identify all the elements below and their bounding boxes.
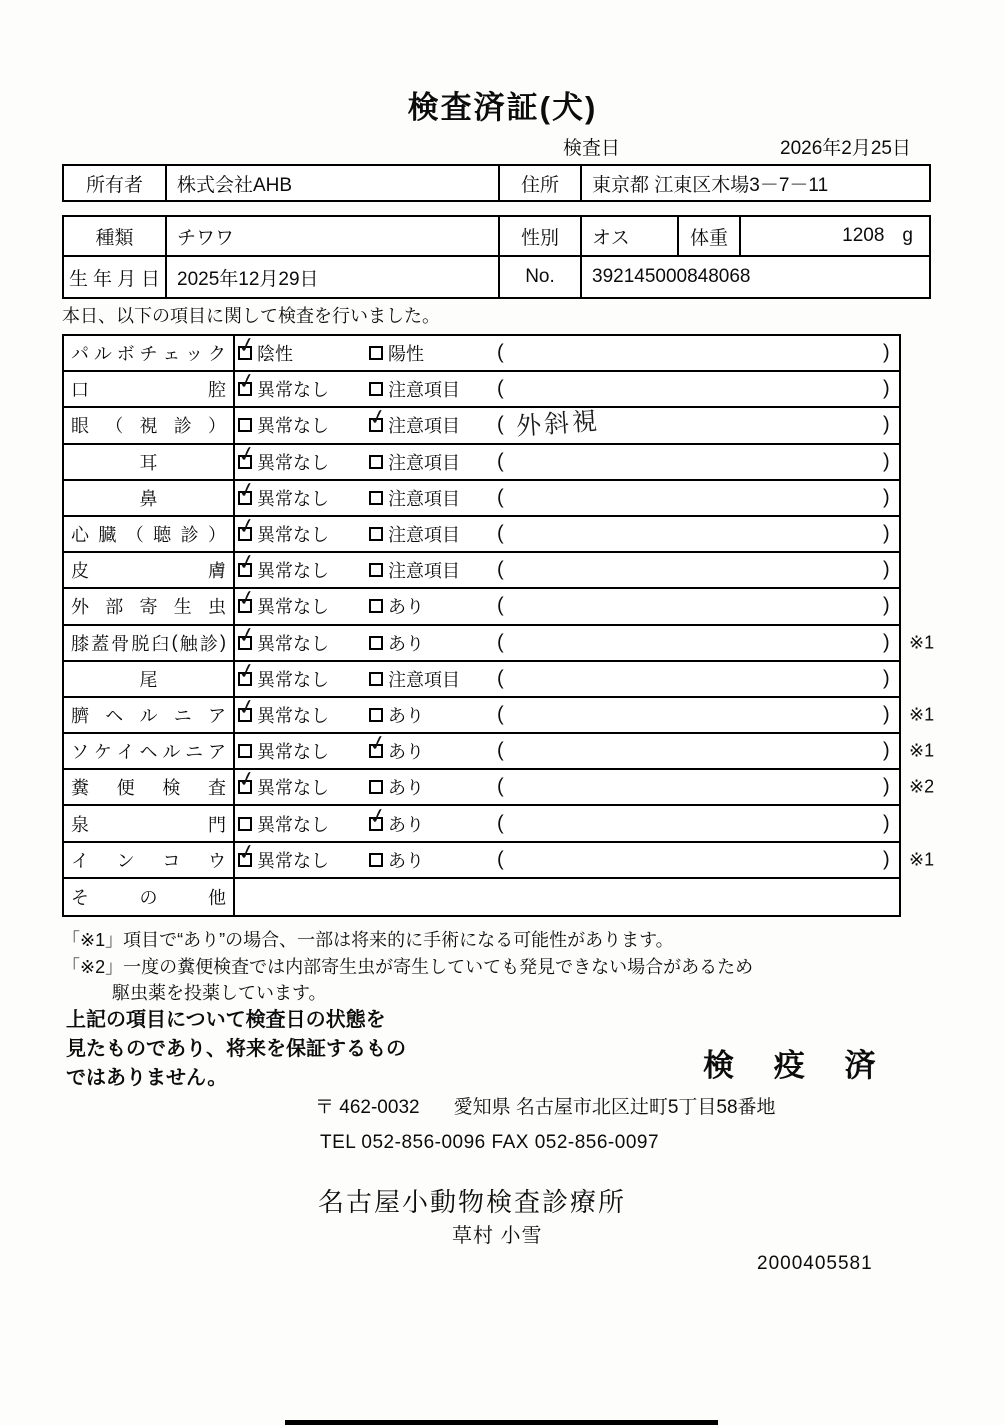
inspection-date-label: 検査日 xyxy=(563,138,621,159)
inspection-row xyxy=(64,441,899,481)
weight-unit: g xyxy=(902,225,913,246)
option1-group xyxy=(235,766,329,804)
option2-group xyxy=(369,517,460,551)
weight-cell xyxy=(741,217,929,255)
inspection-item-name: 泉 門 xyxy=(64,806,235,840)
weight-value: 1208 xyxy=(842,225,885,246)
tel-fax-line: TEL 052-856-0096 FAX 052-856-0097 xyxy=(320,1132,660,1153)
inspection-row xyxy=(64,368,899,408)
note-paren-open: ( xyxy=(497,558,504,581)
inspection-item-name: 尾 xyxy=(64,662,235,696)
option1-label: 異常なし xyxy=(257,452,329,473)
option2-label: あり xyxy=(388,850,424,871)
sex-label: 性別 xyxy=(500,217,582,255)
note-paren-close: ) xyxy=(883,486,890,509)
clinic-address-line xyxy=(315,1092,776,1119)
footnote-mark: ※1 xyxy=(909,704,935,725)
inspection-row xyxy=(64,766,935,806)
note-paren-open: ( xyxy=(497,703,504,726)
option2-group xyxy=(369,372,460,406)
note-paren-open: ( xyxy=(497,667,504,690)
option2-checkbox xyxy=(369,599,383,613)
option2-group xyxy=(369,481,460,515)
inspection-item-name: 皮 膚 xyxy=(64,553,235,587)
option1-group xyxy=(235,477,329,515)
option1-checkbox xyxy=(235,658,258,686)
inspection-item-name: イ ン コ ウ xyxy=(64,843,235,877)
option2-group xyxy=(369,626,424,660)
inspection-item-name: ソ ケ イ ヘ ル ニ ア xyxy=(64,734,235,768)
inspection-item-name: 臍 ヘ ル ニ ア xyxy=(64,698,235,732)
option1-label: 異常なし xyxy=(257,633,329,654)
serial-number: 2000405581 xyxy=(757,1253,873,1274)
check-mark-icon: ✓ xyxy=(366,404,389,432)
disclaimer-line-2: 見たものであり、将来を保証するもの xyxy=(66,1038,406,1060)
inspection-item-name: 鼻 xyxy=(64,481,235,515)
option2-checkbox xyxy=(369,563,383,577)
option2-checkbox xyxy=(369,853,383,867)
inspection-row xyxy=(64,658,899,698)
option1-group xyxy=(235,694,329,732)
check-mark-icon: ✓ xyxy=(235,549,258,576)
check-mark-icon: ✓ xyxy=(235,658,258,685)
option2-label: 陽性 xyxy=(388,344,424,365)
option2-label: 注意項目 xyxy=(388,669,460,690)
inspection-item-name: 膝 蓋 骨 脱 臼 ( 触 診 ) xyxy=(64,626,235,660)
option2-label: あり xyxy=(388,742,424,763)
note-paren-close: ) xyxy=(883,341,890,364)
disclaimer-line-3: ではありません。 xyxy=(66,1067,228,1089)
note-paren-open: ( xyxy=(497,486,504,509)
option1-group xyxy=(235,658,329,696)
note-paren-close: ) xyxy=(883,631,890,654)
check-mark-icon: ✓ xyxy=(235,585,258,612)
option2-checkbox xyxy=(369,672,383,686)
footnote-mark: ※1 xyxy=(909,632,935,653)
option2-group xyxy=(366,730,424,768)
inspection-item-name: 口 腔 xyxy=(64,372,235,406)
footnote-mark: ※2 xyxy=(909,776,935,797)
option1-group xyxy=(238,806,329,840)
option1-label: 異常なし xyxy=(257,742,329,763)
pet-table xyxy=(62,215,931,299)
option2-label: 注意項目 xyxy=(388,488,460,509)
inspection-row xyxy=(64,622,935,662)
clinic-name: 名古屋小動物検査診療所 xyxy=(318,1187,627,1217)
inspection-row xyxy=(64,549,899,589)
note-paren-close: ) xyxy=(883,739,890,762)
option1-label: 異常なし xyxy=(257,525,329,546)
option2-group xyxy=(366,404,460,442)
inspection-row xyxy=(64,513,899,553)
quarantine-stamp: 検 疫 済 xyxy=(703,1048,892,1083)
note-paren-open: ( xyxy=(497,631,504,654)
check-mark-icon: ✓ xyxy=(235,513,258,540)
check-mark-icon: ✓ xyxy=(235,332,258,359)
check-mark-icon: ✓ xyxy=(235,839,258,866)
option1-label: 陰性 xyxy=(257,344,293,365)
option2-label: あり xyxy=(388,597,424,618)
inspection-item-name: 心 臓 （ 聴 診 ） xyxy=(64,517,235,551)
inspection-row xyxy=(64,839,935,879)
option2-group xyxy=(369,662,460,696)
option2-checkbox xyxy=(369,780,383,794)
footnote-2-continuation: 駆虫薬を投薬しています。 xyxy=(112,983,327,1003)
inspection-item-name: パ ル ボ チ ェ ッ ク xyxy=(64,336,235,370)
option2-checkbox xyxy=(369,491,383,505)
check-mark-icon: ✓ xyxy=(366,730,389,757)
option2-label: 注意項目 xyxy=(388,452,460,473)
inspection-row xyxy=(64,802,899,842)
note-paren-open: ( xyxy=(497,739,504,762)
check-mark-icon: ✓ xyxy=(235,441,258,468)
inspection-item-name: 外 部 寄 生 虫 xyxy=(64,589,235,623)
note-paren-close: ) xyxy=(883,775,890,798)
option1-checkbox xyxy=(235,549,258,577)
note-paren-open: ( xyxy=(497,522,504,545)
inspection-row xyxy=(64,404,899,444)
option1-checkbox xyxy=(235,766,258,794)
note-paren-close: ) xyxy=(883,450,890,473)
option2-checkbox xyxy=(366,802,389,831)
option1-label: 異常なし xyxy=(257,561,329,582)
option1-group xyxy=(235,622,329,660)
option1-checkbox xyxy=(235,368,258,396)
option1-checkbox xyxy=(235,585,258,613)
number-label: No. xyxy=(500,257,582,297)
birthdate-label: 生年月日 xyxy=(64,257,167,297)
option2-checkbox xyxy=(369,708,383,722)
option1-group xyxy=(235,332,293,370)
weight-label: 体重 xyxy=(679,217,741,255)
option2-group xyxy=(369,843,424,877)
inspection-row xyxy=(64,477,899,517)
option1-checkbox xyxy=(235,839,258,867)
note-paren-close: ) xyxy=(883,377,890,400)
note-paren-open: ( xyxy=(497,848,504,871)
check-mark-icon: ✓ xyxy=(366,802,389,830)
inspection-item-name: そ の 他 xyxy=(64,879,235,915)
note-paren-open: ( xyxy=(497,450,504,473)
note-paren-close: ) xyxy=(883,558,890,581)
option2-checkbox xyxy=(369,527,383,541)
option2-checkbox xyxy=(369,636,383,650)
option1-group xyxy=(238,734,329,768)
footnote-2: 「※2」一度の糞便検査では内部寄生虫が寄生していても発見できない場合があるため xyxy=(62,957,754,977)
option2-checkbox xyxy=(369,346,383,360)
option1-checkbox xyxy=(235,441,258,469)
option1-checkbox xyxy=(235,622,258,650)
document-title: 検査済証(犬) xyxy=(407,90,598,125)
option2-label: あり xyxy=(388,814,424,835)
option1-checkbox xyxy=(238,744,252,758)
option2-group xyxy=(366,802,424,840)
option1-label: 異常なし xyxy=(257,416,329,437)
option1-group xyxy=(238,408,329,442)
option1-label: 異常なし xyxy=(257,778,329,799)
option2-label: あり xyxy=(388,705,424,726)
option1-group xyxy=(235,585,329,623)
check-mark-icon: ✓ xyxy=(235,477,258,504)
option2-label: 注意項目 xyxy=(388,525,460,546)
owner-value: 株式会社AHB xyxy=(167,166,500,200)
option2-label: あり xyxy=(388,778,424,799)
inspection-item-name: 眼 （ 視 診 ） xyxy=(64,408,235,442)
note-paren-close: ) xyxy=(883,812,890,835)
option1-checkbox xyxy=(238,817,252,831)
option2-group xyxy=(369,770,424,804)
inspection-row xyxy=(64,730,935,770)
option1-label: 異常なし xyxy=(257,597,329,618)
breed-label: 種類 xyxy=(64,217,167,255)
option2-label: あり xyxy=(388,633,424,654)
check-mark-icon: ✓ xyxy=(235,766,258,793)
option1-label: 異常なし xyxy=(257,705,329,726)
option2-checkbox xyxy=(369,455,383,469)
option2-label: 注意項目 xyxy=(388,416,460,437)
owner-label: 所有者 xyxy=(64,166,167,200)
sex-value: オス xyxy=(582,217,679,255)
option2-label: 注意項目 xyxy=(388,561,460,582)
option1-checkbox xyxy=(235,513,258,541)
option1-checkbox xyxy=(235,694,258,722)
inspection-item-name: 糞 便 検 査 xyxy=(64,770,235,804)
clinic-address: 愛知県 名古屋市北区辻町5丁目58番地 xyxy=(453,1097,776,1118)
inspection-row xyxy=(64,879,899,915)
inspection-item-name: 耳 xyxy=(64,445,235,479)
option1-label: 異常なし xyxy=(257,814,329,835)
option2-checkbox xyxy=(369,382,383,396)
postal-code: 〒 462-0032 xyxy=(315,1097,420,1118)
owner-table xyxy=(62,164,931,202)
note-paren-open: ( xyxy=(497,812,504,835)
check-mark-icon: ✓ xyxy=(235,622,258,649)
inspection-row xyxy=(64,585,899,625)
note-paren-open: ( xyxy=(497,775,504,798)
option1-checkbox xyxy=(238,418,252,432)
note-paren-open: ( xyxy=(497,594,504,617)
note-paren-close: ) xyxy=(883,703,890,726)
option1-group xyxy=(235,549,329,587)
footnote-mark: ※1 xyxy=(909,740,935,761)
inspection-date-value: 2026年2月25日 xyxy=(780,138,911,159)
option1-checkbox xyxy=(235,332,258,360)
note-paren-open: ( xyxy=(497,413,504,436)
option1-label: 異常なし xyxy=(257,669,329,690)
option2-checkbox xyxy=(366,730,389,758)
inspection-row xyxy=(64,694,935,734)
intro-text: 本日、以下の項目に関して検査を行いました。 xyxy=(62,306,440,326)
option1-group xyxy=(235,839,329,877)
disclaimer-text xyxy=(66,1006,406,1093)
note-paren-open: ( xyxy=(497,341,504,364)
address-label: 住所 xyxy=(500,166,582,200)
option2-group xyxy=(369,445,460,479)
note-paren-close: ) xyxy=(883,594,890,617)
option2-label: 注意項目 xyxy=(388,380,460,401)
option2-group xyxy=(369,336,424,370)
option2-group xyxy=(369,698,424,732)
note-paren-close: ) xyxy=(883,848,890,871)
option1-label: 異常なし xyxy=(257,488,329,509)
disclaimer-line-1: 上記の項目について検査日の状態を xyxy=(66,1009,386,1031)
option1-label: 異常なし xyxy=(257,850,329,871)
handwritten-note: 外斜視 xyxy=(515,406,602,442)
inspection-table xyxy=(62,332,935,917)
option1-group xyxy=(235,368,329,406)
inspection-row xyxy=(64,332,899,372)
option1-label: 異常なし xyxy=(257,380,329,401)
option2-group xyxy=(369,589,424,623)
check-mark-icon: ✓ xyxy=(235,368,258,395)
note-paren-close: ) xyxy=(883,522,890,545)
footnote-1: 「※1」項目で“あり”の場合、一部は将来的に手術になる可能性があります。 xyxy=(62,930,674,950)
option1-group xyxy=(235,441,329,479)
scan-artifact xyxy=(285,1420,718,1425)
number-value: 392145000848068 xyxy=(592,266,751,287)
check-mark-icon: ✓ xyxy=(235,694,258,721)
note-paren-close: ) xyxy=(883,667,890,690)
option2-group xyxy=(369,553,460,587)
option2-checkbox xyxy=(366,404,389,432)
veterinarian-name: 草村 小雪 xyxy=(452,1225,543,1247)
breed-value: チワワ xyxy=(167,217,500,255)
footnote-mark: ※1 xyxy=(909,849,935,870)
birthdate-value: 2025年12月29日 xyxy=(167,257,500,297)
note-paren-close: ) xyxy=(883,413,890,436)
option1-checkbox xyxy=(235,477,258,505)
option1-group xyxy=(235,513,329,551)
note-paren-open: ( xyxy=(497,377,504,400)
address-value: 東京都 江東区木場3－7－11 xyxy=(592,174,829,196)
